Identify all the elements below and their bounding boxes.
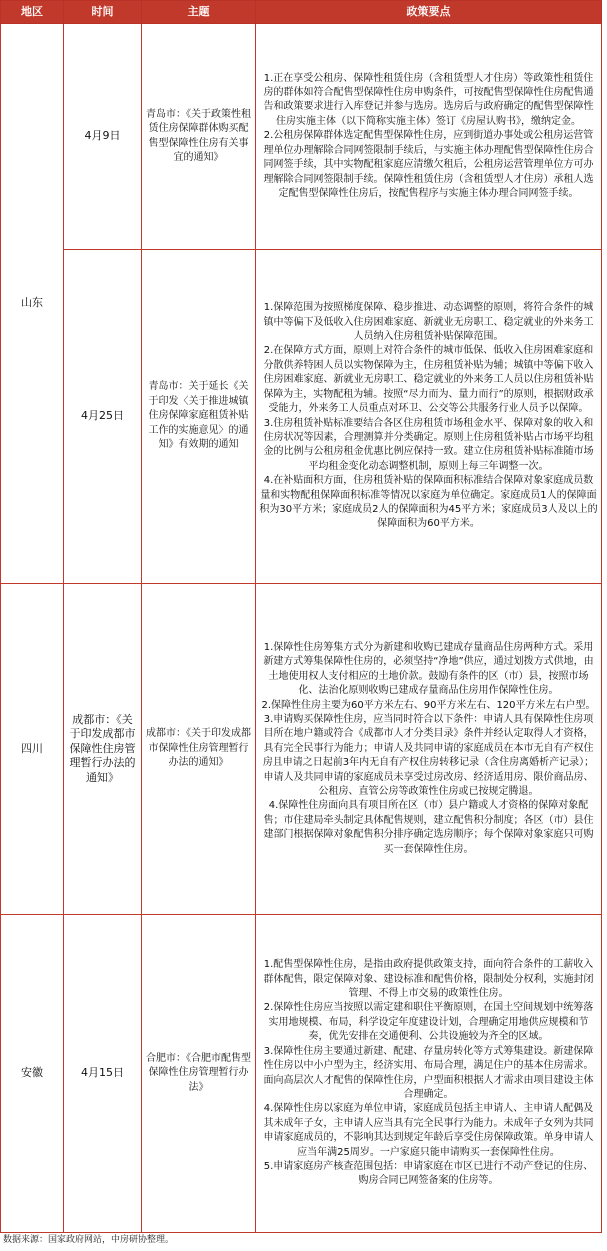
policy-point: 1.保障性住房筹集方式分为新建和收购已建成存量商品住房两种方式。采用新建方式筹集保障性住房的，必须坚持“净地”供应，通过划拨方式供地，由土地使用权人支付相应的土地价款。鼓励有条件的区（市）县，按照市场化、法治化原则收购已建成存量商品住房用作保障性住房。 bbox=[263, 641, 594, 697]
policy-point: 1.配售型保障性住房，是指由政府提供政策支持，面向符合条件的工薪收入群体配售，限定保障对象、建设标准和配售价格，限制处分权利，实施封闭管理、不得上市交易的政策性住房。 bbox=[263, 959, 594, 1000]
region-cell-shandong: 山东 bbox=[1, 24, 64, 584]
region-cell-anhui: 安徽 bbox=[1, 915, 64, 1233]
subject-cell: 青岛市：《关于政策性租赁住房保障群体购买配售型保障性住房有关事宜的通知》 bbox=[142, 24, 256, 250]
date-cell: 4月9日 bbox=[64, 24, 142, 250]
points-cell bbox=[256, 584, 602, 915]
subject-cell: 成都市：《关于印发成都市保障性住房管理暂行办法的通知》 bbox=[142, 584, 256, 915]
header-subject: 主题 bbox=[142, 1, 256, 24]
header-date: 时间 bbox=[64, 1, 142, 24]
date-cell: 4月15日 bbox=[64, 915, 142, 1233]
date-cell: 4月25日 bbox=[64, 250, 142, 584]
policy-point: 1.正在享受公租房、保障性租赁住房（含租赁型人才住房）等政策性租赁住房的群体如符合配售型保障性住房申购条件，可按配售型保障性住房配售通告和政策要求进行入库登记并参与选房。选房后与政府确定的配售型保障性住房实施主体（以下简称实施主体）签订《房屋认购书》，缴纳定金。 bbox=[263, 72, 594, 127]
points-cell bbox=[256, 250, 602, 584]
date-cell: 成都市：《关于印发成都市保障性住房管理暂行办法的通知》 bbox=[64, 584, 142, 915]
policy-point: 2.保障性住房应当按照以需定建和职住平衡原则，在国土空间规划中统筹落实用地规模、布局，科学设定年度建设计划，合理确定用地供应规模和节奏，优先安排在交通便利、公共设施较为齐全的区域。 bbox=[263, 1002, 594, 1043]
header-region: 地区 bbox=[1, 1, 64, 24]
table-header-row bbox=[1, 1, 602, 24]
points-cell bbox=[256, 24, 602, 250]
subject-cell: 合肥市：《合肥市配售型保障性住房管理暂行办法》 bbox=[142, 915, 256, 1233]
policy-point: 3.申请购买保障性住房，应当同时符合以下条件：申请人具有保障性住房项目所在地户籍或符合《成都市人才分类目录》条件并经认定取得人才资格，具有完全民事行为能力；申请人及共同申请的家庭成员在本市无自有产权住房且申请之日起前3年内无自有产权住房转移记录（含住房离婚析产记录）；申请人及共同申请的家庭成员未享受过房改房、经济适用房、限价商品房、公租房、直管公房等政策性住房或已按规定腾退。 bbox=[262, 713, 595, 798]
header-points: 政策要点 bbox=[256, 1, 602, 24]
table-row bbox=[1, 915, 602, 1233]
data-source-note: 数据来源：国家政府网站，中房研协整理。 bbox=[3, 1235, 175, 1245]
policy-point: 4.保障性住房以家庭为单位申请，家庭成员包括主申请人、主申请人配偶及其未成年子女，主申请人应当具有完全民事行为能力。未成年子女列为共同申请家庭成员的，不影响其达到规定年龄后享受住房保障政策。单身申请人应当年满25周岁。一户家庭只能申请购买一套保障性住房。 bbox=[263, 1103, 594, 1158]
policy-point: 3.保障性住房主要通过新建、配建、存量房转化等方式筹集建设。新建保障性住房以中小户型为主，经济实用、布局合理，满足住户的基本住房需求。面向高层次人才配售的保障性住房，户型面积根据人才需求由项目建设主体合理确定。 bbox=[263, 1045, 594, 1100]
table-row bbox=[1, 584, 602, 915]
points-cell bbox=[256, 915, 602, 1233]
table-row bbox=[1, 24, 602, 250]
subject-cell: 青岛市：关于延长《关于印发〈关于推进城镇住房保障家庭租赁补贴工作的实施意见〉的通知》有效期的通知 bbox=[142, 250, 256, 584]
policy-point: 3.住房租赁补贴标准要结合各区住房租赁市场租金水平、保障对象的收入和住房状况等因素，合理测算并分类确定。原则上住房租赁补贴占市场平均租金的比例与公租房租金优惠比例应保持一致。建立住房租赁补贴标准随市场平均租金变化动态调整机制，原则上每三年调整一次。 bbox=[263, 417, 594, 472]
policy-point: 2.在保障方式方面，原则上对符合条件的城市低保、低收入住房困难家庭和分散供养特困人员以实物保障为主，住房租赁补贴为辅；城镇中等偏下收入住房困难家庭、新就业无房职工、稳定就业的外来务工人员以住房租赁补贴保障为主，实物配租为辅。按照“尽力而为、量力而行”的原则，根据财政承受能力，外来务工人员重点对环卫、公交等公共服务行业人员予以保障。 bbox=[263, 345, 594, 415]
policy-point: 2.公租房保障群体选定配售型保障性住房，应到街道办事处或公租房运营管理单位办理解除合同网签限制手续后，与实施主体办理配售型保障性住房合同网签手续，其中实物配租家庭应清缴欠租后，公租房运营管理单位方可办理解除合同网签限制手续。保障性租赁住房（含租赁型人才住房）承租人选定配售型保障性住房后，按配售程序与实施主体办理合同网签手续。 bbox=[263, 130, 594, 199]
policy-point: 5.申请家庭房产核查范围包括：申请家庭在市区已进行不动产登记的住房、购房合同已网签备案的住房等。 bbox=[263, 1160, 594, 1187]
table-row bbox=[1, 250, 602, 584]
policy-point: 2.保障性住房主要为60平方米左右、90平方米左右、120平方米左右户型。 bbox=[261, 699, 596, 711]
policy-point: 4.保障性住房面向具有项目所在区（市）县户籍或人才资格的保障对象配售；市住建局牵头制定具体配售规则，建立配售积分制度；各区（市）县住建部门根据保障对象配售积分排序确定选房顺序；每个保障对象家庭只可购买一套保障性住房。 bbox=[263, 800, 594, 855]
policy-point: 1.保障范围为按照梯度保障、稳步推进、动态调整的原则，将符合条件的城镇中等偏下及低收入住房困难家庭、新就业无房职工、稳定就业的外来务工人员纳入住房租赁补贴保障范围。 bbox=[263, 302, 594, 343]
policy-point: 4.在补贴面积方面，住房租赁补贴的保障面积标准结合保障对象家庭成员数量和实物配租保障面积标准等情况以家庭为单位确定。家庭成员1人的保障面积为30平方米；家庭成员2人的保障面积为45平方米；家庭成员3人及以上的保障面积为60平方米。 bbox=[259, 475, 598, 530]
region-cell-sichuan: 四川 bbox=[1, 584, 64, 915]
